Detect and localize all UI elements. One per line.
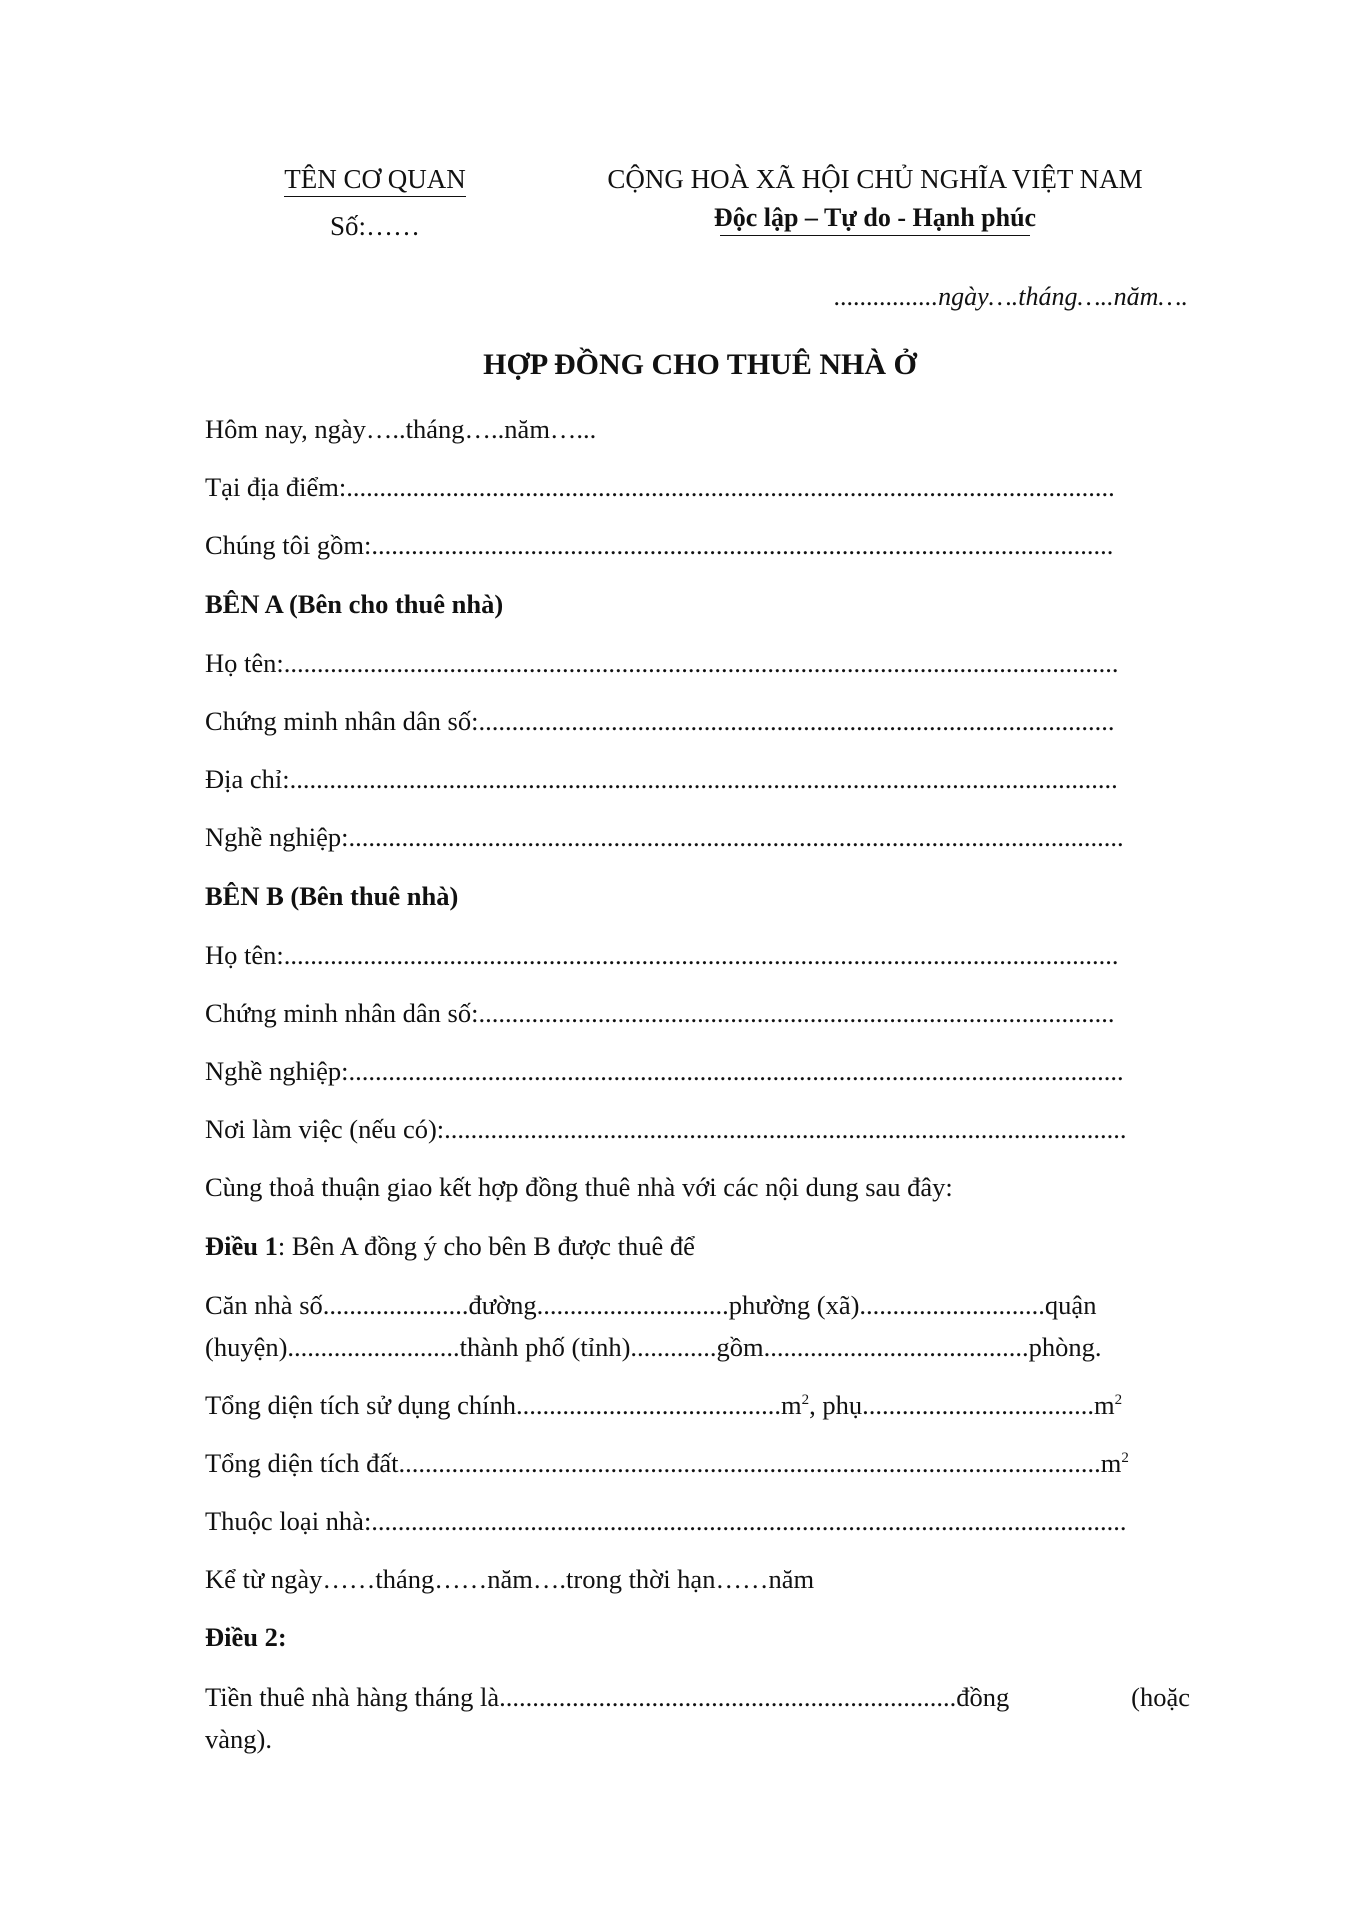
party-b-heading: BÊN B (Bên thuê nhà) xyxy=(205,881,459,911)
national-motto: Độc lập – Tự do - Hạnh phúc xyxy=(713,203,1037,232)
party-b-work-line: Nơi làm việc (nếu có):....................................................................................................... xyxy=(205,1114,1127,1144)
land-area-line xyxy=(205,1448,1129,1479)
rent-or-text: (hoặc xyxy=(1131,1682,1190,1712)
party-b-id-line: Chứng minh nhân dân số:................................................................................................ xyxy=(205,998,1115,1028)
org-name: TÊN CƠ QUAN xyxy=(284,164,466,197)
rent-line-2: vàng). xyxy=(205,1724,272,1754)
house-address-line-2: (huyện)..........................thành phố (tỉnh).............gồm........................................phòng. xyxy=(205,1332,1102,1362)
party-a-name-line: Họ tên:.............................................................................................................................. xyxy=(205,648,1119,678)
house-address-line-1: Căn nhà số......................đường.............................phường (xã)............................quận xyxy=(205,1290,1097,1320)
members-line: Chúng tôi gồm:................................................................................................................ xyxy=(205,530,1114,560)
usage-area-sub: , phụ...................................m xyxy=(809,1390,1115,1420)
article-1-label: Điều 1 xyxy=(205,1231,278,1261)
usage-area-line xyxy=(205,1390,1122,1421)
usage-area-main-unit-exp: 2 xyxy=(801,1392,810,1409)
land-area-unit-exp: 2 xyxy=(1121,1450,1129,1467)
party-b-name-line: Họ tên:.............................................................................................................................. xyxy=(205,940,1119,970)
land-area-text: Tổng diện tích đất..........................................................................................................m xyxy=(205,1448,1122,1478)
header-right xyxy=(590,164,1160,236)
country-name: CỘNG HOÀ XÃ HỘI CHỦ NGHĨA VIỆT NAM xyxy=(607,164,1143,194)
header-left xyxy=(260,164,490,242)
article-1-text: : Bên A đồng ý cho bên B được thuê để xyxy=(277,1231,695,1261)
term-line: Kể từ ngày……tháng……năm….trong thời hạn……năm xyxy=(205,1564,815,1594)
place-line: Tại địa điểm:.................................................................................................................... xyxy=(205,472,1115,502)
party-a-id-line: Chứng minh nhân dân số:................................................................................................ xyxy=(205,706,1115,736)
rent-line-1 xyxy=(205,1682,1190,1713)
document-number: Số:…… xyxy=(329,211,421,241)
rent-text: Tiền thuê nhà hàng tháng là.....................................................................đồng xyxy=(205,1682,1010,1712)
party-a-address-line: Địa chỉ:............................................................................................................................. xyxy=(205,764,1118,794)
agreement-line: Cùng thoả thuận giao kết hợp đồng thuê nhà với các nội dung sau đây: xyxy=(205,1172,953,1202)
party-a-job-line: Nghề nghiệp:..................................................................................................................... xyxy=(205,822,1124,852)
party-b-job-line: Nghề nghiệp:..................................................................................................................... xyxy=(205,1056,1124,1086)
house-type-line: Thuộc loại nhà:.................................................................................................................. xyxy=(205,1506,1127,1536)
today-line: Hôm nay, ngày…..tháng…..năm…... xyxy=(205,414,597,444)
party-a-heading: BÊN A (Bên cho thuê nhà) xyxy=(205,589,504,619)
usage-area-sub-unit-exp: 2 xyxy=(1114,1392,1123,1409)
date-line: ................ngày….tháng…..năm…. xyxy=(834,282,1188,311)
usage-area-main: Tổng diện tích sử dụng chính........................................m xyxy=(205,1390,802,1420)
article-1-line xyxy=(205,1231,695,1262)
motto-underline xyxy=(720,235,1030,236)
article-2-label: Điều 2: xyxy=(205,1622,287,1652)
contract-title: HỢP ĐỒNG CHO THUÊ NHÀ Ở xyxy=(483,348,917,381)
